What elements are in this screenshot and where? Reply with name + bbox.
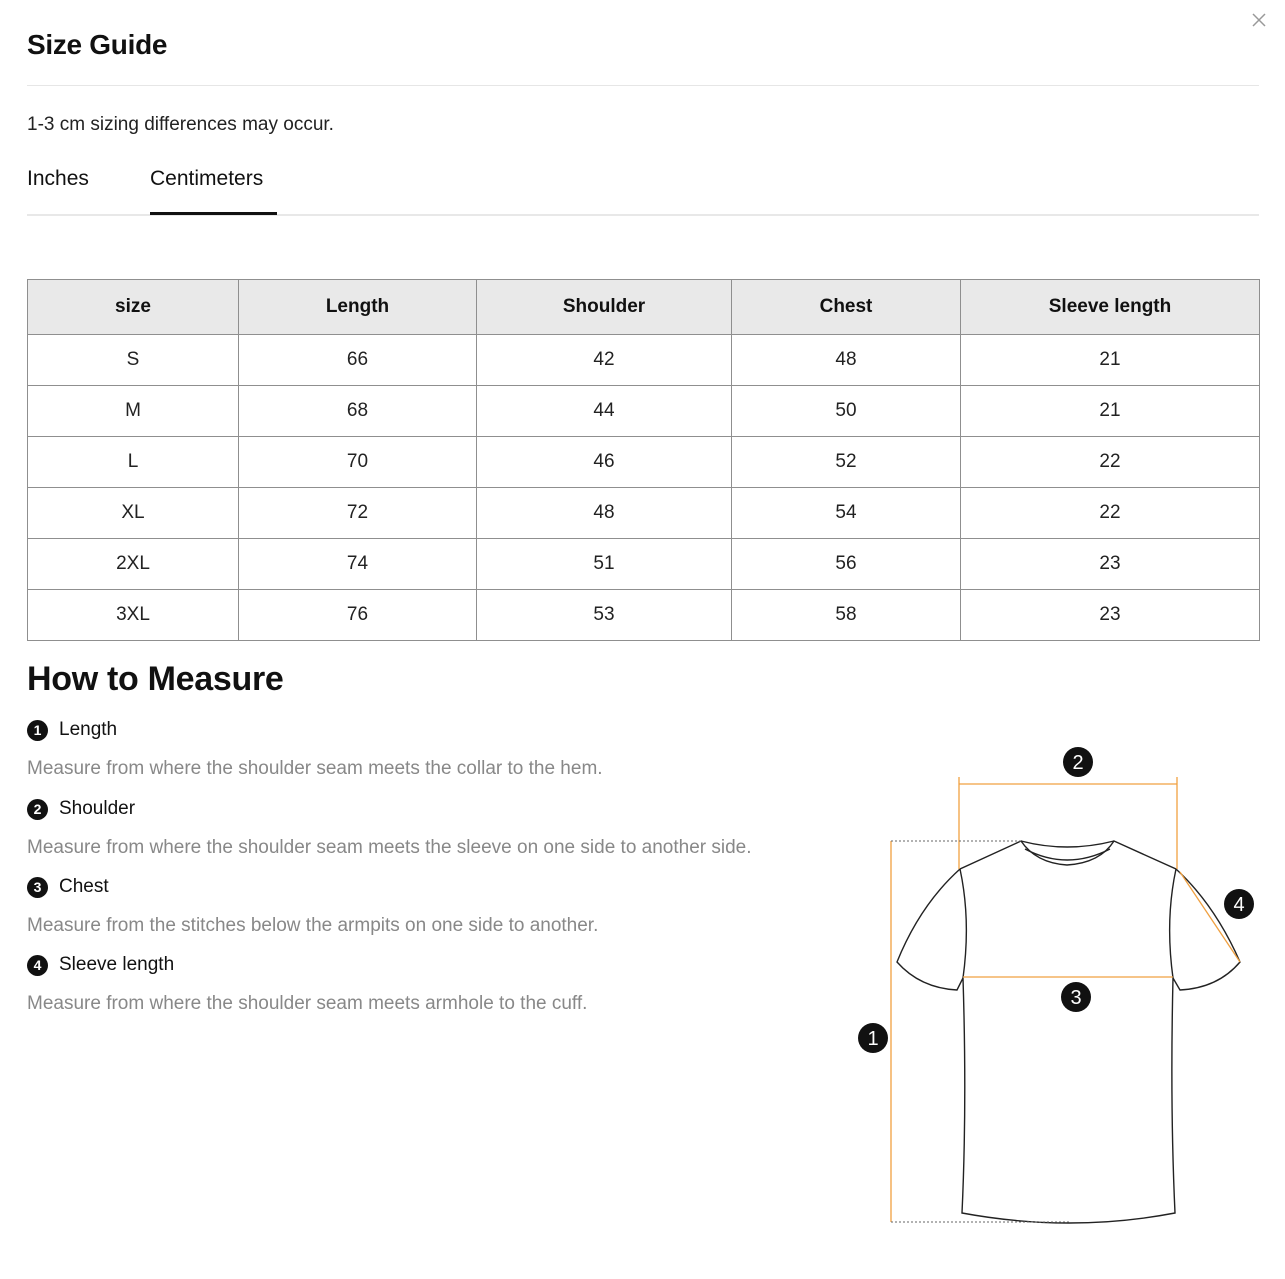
table-cell: 23 [961,590,1260,641]
number-badge: 2 [27,799,48,820]
table-cell: 52 [732,437,961,488]
marker-3-badge [1061,982,1091,1012]
table-row [28,335,1260,386]
table-cell: 56 [732,539,961,590]
svg-text:1: 1 [867,1028,879,1050]
how-to-measure-title: How to Measure [27,660,284,698]
guide-dotted-lines [891,841,1070,1222]
table-cell: 21 [961,386,1260,437]
table-cell: 23 [961,539,1260,590]
number-badge: 1 [27,720,48,741]
dialog-title: Size Guide [27,29,168,60]
active-tab-indicator [150,212,277,215]
table-cell: 68 [239,386,477,437]
tab-centimeters[interactable]: Centimeters [150,167,264,190]
table-row [28,437,1260,488]
table-cell: 42 [477,335,732,386]
measure-item-length [27,716,827,781]
table-cell: 48 [477,488,732,539]
table-row [28,590,1260,641]
measure-description: Measure from where the shoulder seam meets armhole to the cuff. [27,993,588,1014]
measure-item-chest [27,873,827,938]
svg-text:2: 2 [1072,752,1084,774]
tab-inches[interactable]: Inches [27,167,89,190]
column-header-sleeve-length: Sleeve length [961,280,1260,335]
measure-item-sleeve-length [27,951,827,1016]
table-cell: 46 [477,437,732,488]
unit-tabs [27,162,1259,216]
column-header-chest: Chest [732,280,961,335]
header-divider [27,85,1259,86]
table-cell: 76 [239,590,477,641]
measure-label: Chest [59,876,109,897]
table-row [28,386,1260,437]
column-header-size: size [28,280,239,335]
marker-4-badge [1224,889,1254,919]
close-icon [1251,12,1267,28]
svg-text:4: 4 [1233,894,1245,916]
table-cell: 48 [732,335,961,386]
measure-label: Sleeve length [59,954,175,975]
table-row [28,539,1260,590]
table-cell: 54 [732,488,961,539]
measure-description: Measure from where the shoulder seam meets the collar to the hem. [27,758,603,779]
tshirt-outline [897,841,1240,1223]
table-cell: 72 [239,488,477,539]
table-cell: 66 [239,335,477,386]
column-header-length: Length [239,280,477,335]
measure-label: Length [59,719,118,740]
table-cell: M [28,386,239,437]
number-badge: 3 [27,877,48,898]
table-cell: 58 [732,590,961,641]
table-header-row [28,280,1260,335]
table-cell: 70 [239,437,477,488]
table-cell: 53 [477,590,732,641]
table-cell: 21 [961,335,1260,386]
table-cell: 3XL [28,590,239,641]
table-cell: L [28,437,239,488]
measure-description: Measure from where the shoulder seam meets the sleeve on one side to another side. [27,837,752,858]
marker-2-badge [1063,747,1093,777]
table-cell: 74 [239,539,477,590]
table-cell: 44 [477,386,732,437]
size-table [27,279,1260,641]
svg-text:3: 3 [1070,987,1082,1009]
table-cell: 22 [961,437,1260,488]
measure-description: Measure from the stitches below the armpits on one side to another. [27,915,599,936]
column-header-shoulder: Shoulder [477,280,732,335]
table-cell: 51 [477,539,732,590]
measure-label: Shoulder [59,798,136,819]
table-cell: XL [28,488,239,539]
close-button[interactable] [1248,9,1270,31]
table-cell: 50 [732,386,961,437]
marker-1-badge [858,1023,888,1053]
table-cell: S [28,335,239,386]
number-badge: 4 [27,955,48,976]
measure-item-shoulder [27,795,827,860]
tshirt-diagram [840,735,1260,1245]
sizing-note: 1-3 cm sizing differences may occur. [27,114,334,135]
table-row [28,488,1260,539]
tshirt-illustration [840,735,1260,1245]
table-cell: 22 [961,488,1260,539]
table-cell: 2XL [28,539,239,590]
